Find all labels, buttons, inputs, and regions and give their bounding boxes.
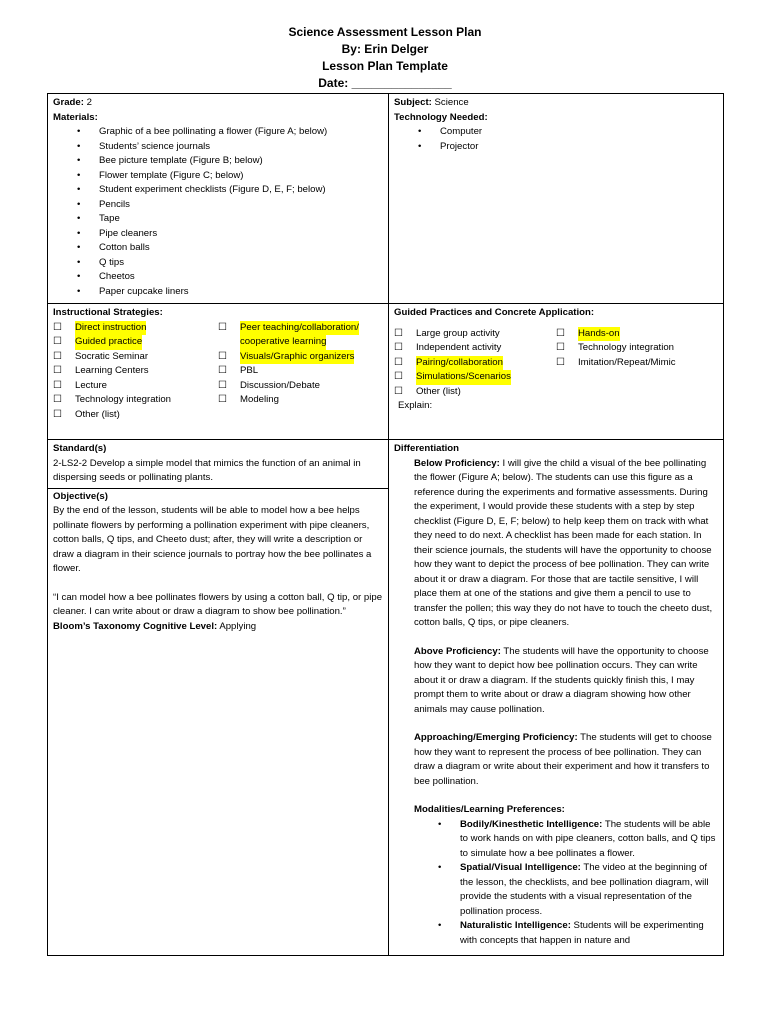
date-line: Date: _______________ <box>318 76 452 90</box>
checkbox-icon[interactable]: ☐ <box>218 394 227 405</box>
document-author: By: Erin Delger <box>341 42 429 56</box>
modalities-label: Modalities/Learning Preferences: <box>414 804 565 815</box>
checkbox-item[interactable]: ☐ Lecture <box>53 379 218 394</box>
list-item: • Graphic of a bee pollinating a flower (Figure A; below) <box>77 125 383 140</box>
instructional-label: Instructional Strategies: <box>53 307 163 318</box>
checkbox-icon[interactable]: ☐ <box>218 321 227 333</box>
subject-technology-cell <box>389 94 724 304</box>
guided-label: Guided Practices and Concrete Application: <box>394 307 595 318</box>
checkbox-icon[interactable]: ☐ <box>556 342 565 353</box>
technology-list <box>394 125 718 154</box>
checkbox-icon[interactable]: ☐ <box>218 350 227 362</box>
standards-label: Standard(s) <box>53 443 107 454</box>
checkbox-icon[interactable]: ☐ <box>556 356 565 368</box>
checkbox-item[interactable]: ☐ Other (list) <box>53 408 218 423</box>
technology-label: Technology Needed: <box>394 111 488 123</box>
subject-line: Subject: Science <box>394 97 469 108</box>
checkbox-item[interactable]: ☐ Discussion/Debate <box>218 379 383 394</box>
explain-label: Explain: <box>398 400 433 411</box>
objectives-label: Objective(s) <box>53 490 108 502</box>
list-item: • Pencils <box>77 198 383 213</box>
list-item: • Paper cupcake liners <box>77 285 383 300</box>
list-item: • Cotton balls <box>77 241 383 256</box>
checkbox-item[interactable]: ☐ Simulations/Scenarios <box>394 370 556 385</box>
checkbox-item[interactable]: ☐ Hands-on <box>556 327 718 342</box>
checkbox-item[interactable]: ☐ Modeling <box>218 393 383 408</box>
checkbox-item[interactable]: ☐ Guided practice <box>53 335 218 350</box>
i-can-statement: “I can model how a bee pollinates flowers by using a cotton ball, Q tip, or pipe cleaner. I can write about or draw a diagram to show bee pollination.” <box>53 591 383 617</box>
template-title: Lesson Plan Template <box>322 59 448 73</box>
checkbox-item[interactable]: ☐ Other (list) <box>394 385 556 400</box>
checkbox-icon[interactable]: ☐ <box>53 321 62 333</box>
checkbox-item[interactable]: ☐ Direct instruction <box>53 321 218 336</box>
guided-col-1 <box>394 327 556 400</box>
list-item: • Student experiment checklists (Figure D, E, F; below) <box>77 183 383 198</box>
checkbox-item[interactable]: ☐ Technology integration <box>556 341 718 356</box>
standards-text: 2-LS2-2 Develop a simple model that mimics the function of an animal in dispersing seeds or pollinating plants. <box>53 457 361 483</box>
list-item: • Computer <box>418 125 718 140</box>
materials-list <box>53 125 383 299</box>
differentiation-label: Differentiation <box>394 443 460 454</box>
standards-objectives-cell <box>48 440 389 956</box>
checkbox-icon[interactable]: ☐ <box>53 350 62 362</box>
checkbox-icon[interactable]: ☐ <box>556 327 565 339</box>
checkbox-item-continuation: cooperative learning <box>218 335 383 350</box>
document-title: Science Assessment Lesson Plan <box>288 25 482 39</box>
list-item: • Bodily/Kinesthetic Intelligence: The students will be able to work hands on with pipe cleaners, cotton balls, and Q tips to simulate how a bee pollinates a flower. <box>438 818 718 862</box>
checkbox-item[interactable]: ☐ Socratic Seminar <box>53 350 218 365</box>
checkbox-icon[interactable]: ☐ <box>394 327 403 339</box>
list-item: • Spatial/Visual Intelligence: The video at the beginning of the lesson, the checklists, and bee pollination diagram, will provide the students with a visual representation of the pollination process. <box>438 861 718 919</box>
checkbox-icon[interactable]: ☐ <box>53 379 62 391</box>
list-item: • Naturalistic Intelligence: Students will be experimenting with concepts that happen in nature and <box>438 919 718 948</box>
checkbox-icon[interactable]: ☐ <box>394 371 403 382</box>
checkbox-icon[interactable]: ☐ <box>53 408 62 420</box>
list-item: • Pipe cleaners <box>77 227 383 242</box>
above-proficiency: Above Proficiency: The students will have the opportunity to choose how they want to depict how bee pollination occurs. They can write about it or draw a diagram. If the students quickly finish this, I may prompt them to write about or draw a diagram showing how other animals may cause pollination. <box>414 645 709 715</box>
checkbox-item[interactable]: ☐ PBL <box>218 364 383 379</box>
checkbox-item[interactable]: ☐ Technology integration <box>53 393 218 408</box>
checkbox-item[interactable]: ☐ Large group activity <box>394 327 556 342</box>
checkbox-icon[interactable]: ☐ <box>394 342 403 353</box>
checkbox-icon[interactable]: ☐ <box>218 365 227 376</box>
objectives-section <box>48 488 388 635</box>
checkbox-icon[interactable]: ☐ <box>53 394 62 405</box>
checkbox-item[interactable]: ☐ Pairing/collaboration <box>394 356 556 371</box>
instructional-col-2 <box>218 321 383 423</box>
list-item: • Q tips <box>77 256 383 271</box>
guided-practices-cell <box>389 304 724 440</box>
checkbox-item[interactable]: ☐ Visuals/Graphic organizers <box>218 350 383 365</box>
list-item: • Projector <box>418 140 718 155</box>
instructional-col-1 <box>53 321 218 423</box>
list-item: • Tape <box>77 212 383 227</box>
instructional-strategies-cell <box>48 304 389 440</box>
checkbox-icon[interactable]: ☐ <box>394 385 403 397</box>
document-header <box>0 24 770 92</box>
approaching-proficiency: Approaching/Emerging Proficiency: The students will get to choose how they want to represent the process of bee pollination. They can draw a diagram or write about their experiment and how it transfers to bee pollination. <box>414 732 712 787</box>
list-item: • Flower template (Figure C; below) <box>77 169 383 184</box>
guided-col-2 <box>556 327 718 400</box>
checkbox-item[interactable]: ☐ Peer teaching/collaboration/ <box>218 321 383 336</box>
list-item: • Students’ science journals <box>77 140 383 155</box>
modalities-list <box>414 818 718 949</box>
bloom-level: Bloom’s Taxonomy Cognitive Level: Applying <box>53 620 257 632</box>
checkbox-icon[interactable]: ☐ <box>394 356 403 368</box>
materials-label: Materials: <box>53 111 98 123</box>
below-proficiency: Below Proficiency: I will give the child a visual of the bee pollinating the flower (Figure A; below). The students can use this figure as a reference during the experiments and formative assessments. During the experiment, I would provide these students with a step by step checklist (Figure D, E, F; below) to help keep them on track with what they need to do next. A checklist has been made for each station. In their science journals, the students will have the opportunity to choose how they want to depict the process of bee pollination. They can write about it or draw a diagram. For those that are tactile sensitive, I will place them at one of the stations and give them a pencil to use to transfer the pollen; this way they do not have to touch the cheeto dust, cotton balls, Q tips, or pipe cleaners. <box>414 457 713 628</box>
lesson-plan-table <box>47 93 724 956</box>
list-item: • Cheetos <box>77 270 383 285</box>
checkbox-item[interactable]: ☐ Learning Centers <box>53 364 218 379</box>
checkbox-icon[interactable]: ☐ <box>218 379 227 391</box>
grade-materials-cell <box>48 94 389 304</box>
checkbox-item[interactable]: ☐ Imitation/Repeat/Mimic <box>556 356 718 371</box>
checkbox-icon[interactable]: ☐ <box>53 365 62 376</box>
grade-line: Grade: 2 <box>53 97 92 108</box>
differentiation-cell <box>389 440 724 956</box>
checkbox-item[interactable]: ☐ Independent activity <box>394 341 556 356</box>
checkbox-icon[interactable]: ☐ <box>53 336 62 347</box>
objectives-text: By the end of the lesson, students will be able to model how a bee helps pollinate flowers by performing a pollination experiment with pipe cleaners, cotton balls, Q tips, and Cheeto dust; after, they will write a description or draw a diagram in their science journals to portray how the bee pollinates a flower. <box>53 505 372 574</box>
list-item: • Bee picture template (Figure B; below) <box>77 154 383 169</box>
